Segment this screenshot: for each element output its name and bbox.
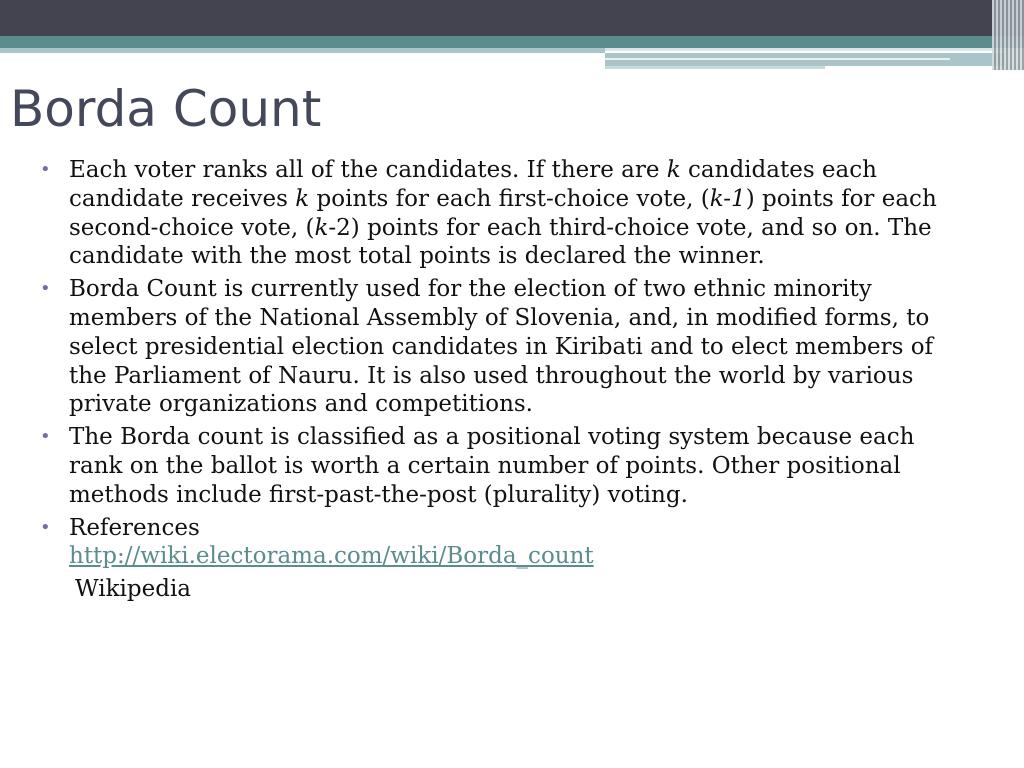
bullet-list [40,156,975,604]
reference-link[interactable]: http://wiki.electorama.com/wiki/Borda_count [69,543,594,570]
header-band-highlight [605,48,1005,51]
bullet-item-usage [40,275,975,419]
references-label: References [69,514,200,541]
slide-body [40,156,975,608]
bullet-text: The Borda count is classified as a positional voting system because each rank on the ballot is worth a certain number of points. Other positional methods include first-past-the-post (plurality) voting. [69,424,915,508]
bullet-icon: • [40,516,51,538]
header-accent-line [605,58,950,60]
bullet-text: Borda Count is currently used for the election of two ethnic minority members of the National Assembly of Slovenia, and, in modified forms, to select presidential election candidates in Kiribati and to elect members of the Parliament of Nauru. It is also used throughout the world by various private organizations and competitions. [69,276,934,418]
bullet-icon: • [40,159,51,180]
reference-source: Wikipedia [75,576,192,603]
header-accent-line-lower [605,66,825,69]
bullet-item-references [40,514,975,604]
bullet-item-definition [40,156,975,271]
header-band-dark [0,0,1024,36]
slide-title: Borda Count [10,80,322,138]
header-band-teal [0,36,1024,48]
bullet-icon: • [40,278,51,300]
corner-stripes [992,0,1024,70]
bullet-item-classification [40,423,975,509]
bullet-text: Each voter ranks all of the candidates. If there are k candidates each candidate receives k points for each first-choice vote, (k-1) points for each second-choice vote, (k-2) points for each third-choice vote, and so on. The candidate with the most total points is declared the winner. [69,157,937,270]
bullet-icon: • [40,426,51,448]
header-band-light [0,48,605,53]
